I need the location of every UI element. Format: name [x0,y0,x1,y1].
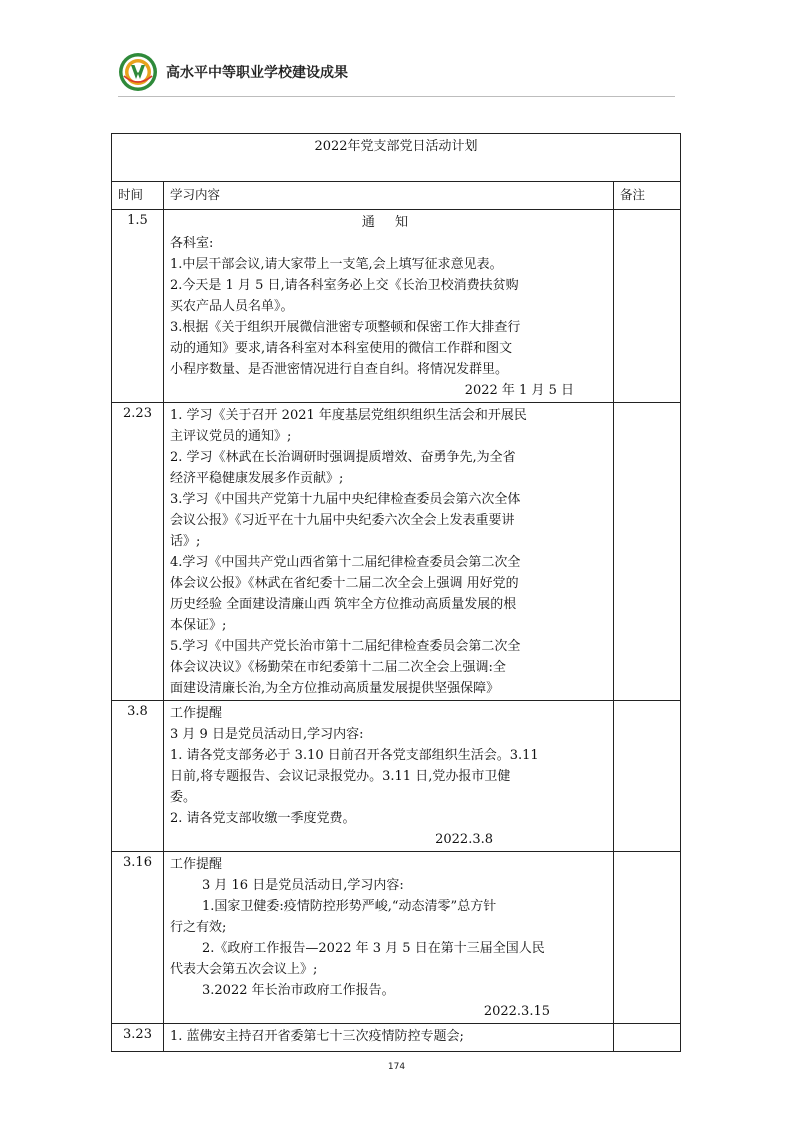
row-content [164,852,614,1024]
table-title: 2022年党支部党日活动计划 [112,134,681,182]
content-line: 经济平稳健康发展多作贡献》; [170,471,344,486]
content-line: 委。 [170,790,197,805]
content-line: 1. 请各党支部务必于 3.10 日前召开各党支部组织生活会。3.11 [170,748,539,763]
content-line: 5.学习《中国共产党长治市第十二届纪律检查委员会第二次全 [170,639,521,654]
content-line: 1. 学习《关于召开 2021 年度基层党组织组织生活会和开展民 [170,408,527,423]
column-header-content: 学习内容 [164,182,614,210]
content-line: 工作提醒 [170,706,223,721]
content-line: 3.学习《中国共产党第十九届中央纪律检查委员会第六次全体 [170,492,521,507]
table-row [112,1024,681,1052]
content-line: 主评议党员的通知》; [170,429,292,444]
content-line: 1.中层干部会议,请大家带上一支笔,会上填写征求意见表。 [170,257,503,272]
content-line: 4.学习《中国共产党山西省第十二届纪律检查委员会第二次全 [170,555,521,570]
notice-heading: 通 知 [361,215,417,230]
content-line: 3.2022 年长治市政府工作报告。 [202,983,395,998]
page-header [118,52,348,92]
row-content [164,701,614,852]
content-line: 代表大会第五次会议上》; [170,962,318,977]
table-row [112,852,681,1024]
activity-plan-table [111,133,681,1052]
content-line: 1. 蓝佛安主持召开省委第七十三次疫情防控专题会; [170,1029,464,1044]
row-content [164,403,614,701]
content-line: 本保证》; [170,618,227,633]
school-emblem-icon [118,52,158,92]
content-line: 历史经验 全面建设清廉山西 筑牢全方位推动高质量发展的根 [170,597,517,612]
page-number: 174 [387,1062,406,1072]
row-date: 3.16 [112,852,164,1024]
content-line: 体会议公报》《林武在省纪委十二届二次全会上强调 用好党的 [170,576,519,591]
row-date: 1.5 [112,210,164,403]
column-header-time: 时间 [112,182,164,210]
table-row [112,210,681,403]
table-row [112,403,681,701]
content-line: 2. 请各党支部收缴一季度党费。 [170,811,356,826]
row-note [614,852,681,1024]
row-note [614,701,681,852]
content-line: 2.《政府工作报告—2022 年 3 月 5 日在第十三届全国人民 [202,941,545,956]
header-title: 高水平中等职业学校建设成果 [166,65,348,81]
row-note [614,210,681,403]
content-date: 2022.3.15 [483,1004,550,1019]
row-content [164,1024,614,1052]
content-line: 日前,将专题报告、会议记录报党办。3.11 日,党办报市卫健 [170,769,511,784]
content-line: 面建设清廉长治,为全方位推动高质量发展提供坚强保障》 [170,681,500,696]
content-line: 3.根据《关于组织开展微信泄密专项整顿和保密工作大排查行 [170,320,521,335]
header-divider [118,96,675,97]
content-line: 工作提醒 [170,857,223,872]
content-date: 2022 年 1 月 5 日 [464,383,574,398]
content-line: 3 月 9 日是党员活动日,学习内容: [170,727,364,742]
content-line: 体会议决议》《杨勤荣在市纪委第十二届二次全会上强调:全 [170,660,506,675]
row-note [614,403,681,701]
content-line: 行之有效; [170,920,227,935]
row-note [614,1024,681,1052]
row-date: 2.23 [112,403,164,701]
content-line: 1.国家卫健委:疫情防控形势严峻,“动态清零”总方针 [202,899,497,914]
content-line: 2. 学习《林武在长治调研时强调提质增效、奋勇争先,为全省 [170,450,516,465]
content-date: 2022.3.8 [435,832,493,847]
row-content [164,210,614,403]
row-date: 3.8 [112,701,164,852]
content-line: 买农产品人员名单》。 [170,299,294,314]
column-header-note: 备注 [614,182,681,210]
content-line: 小程序数量、是否泄密情况进行自查自纠。将情况发群里。 [170,362,509,377]
content-line: 动的通知》要求,请各科室对本科室使用的微信工作群和图文 [170,341,513,356]
content-line: 话》; [170,534,201,549]
content-line: 各科室: [170,236,214,251]
content-line: 3 月 16 日是党员活动日,学习内容: [202,878,404,893]
table-header-row [112,182,681,210]
row-date: 3.23 [112,1024,164,1052]
content-line: 会议公报》《习近平在十九届中央纪委六次全会上发表重要讲 [170,513,515,528]
content-line: 2.今天是 1 月 5 日,请各科室务必上交《长治卫校消费扶贫购 [170,278,519,293]
table-row [112,701,681,852]
